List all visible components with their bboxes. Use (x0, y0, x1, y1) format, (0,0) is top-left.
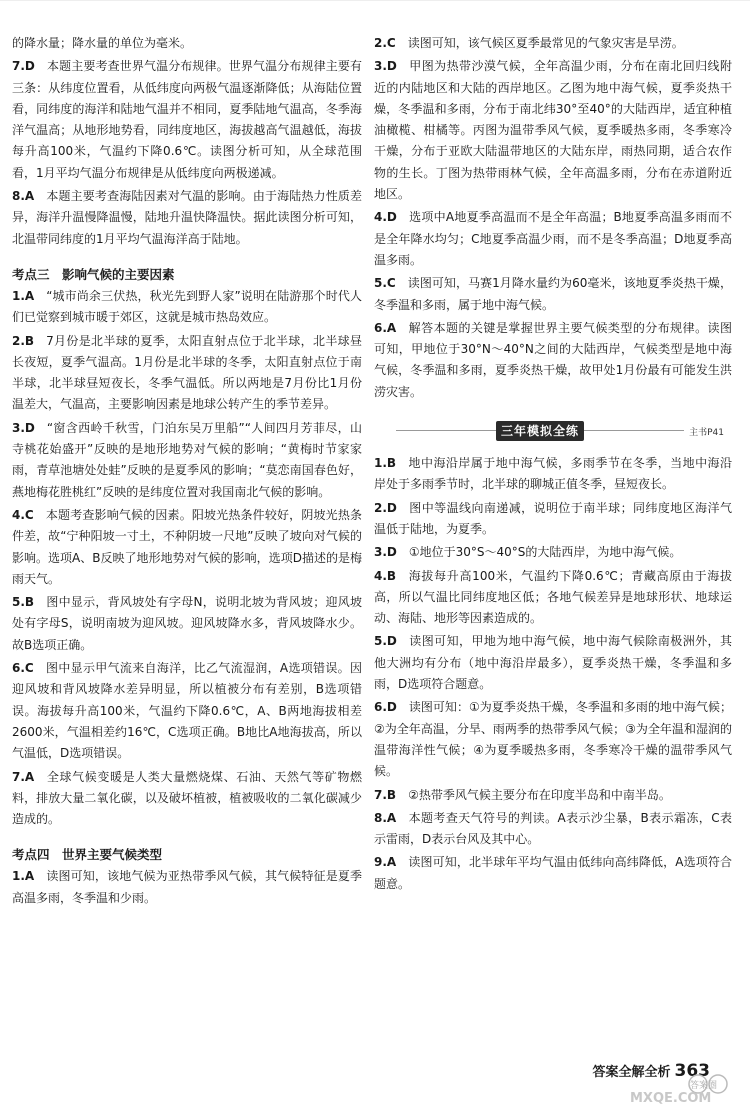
answer-number: 7.B (374, 787, 397, 802)
answer-number: 6.A (374, 320, 397, 335)
answer-entry (374, 785, 732, 806)
answer-entry (12, 658, 362, 764)
answer-text: 本题主要考查海陆因素对气温的影响。由于海陆热力性质差异，海洋升温慢降温慢，陆地升温快降温快。据此读图分析可知，北温带同纬度的1月平均气温海洋高于陆地。 (12, 189, 362, 246)
answer-text: 全球气候变暖是人类大量燃烧煤、石油、天然气等矿物燃料，排放大量二氧化碳，以及破坏植被，植被吸收的二氧化碳减少造成的。 (12, 769, 362, 827)
answer-text: 7月份是北半球的夏季，太阳直射点位于北半球，北半球昼长夜短，夏季气温高。1月份是北半球的冬季，太阳直射点位于南半球，北半球昼短夜长，冬季气温低。所以两地是7月份比1月份温差大，气温高，主要影响因素是地球公转产生的季节差异。 (12, 333, 362, 412)
answer-number: 1.A (12, 288, 35, 303)
answer-text: 本题考查影响气候的因素。阳坡光热条件较好，阴坡光热条件差，故“宁种阳坡一寸土，不种阴坡一尺地”反映了坡向对气候的影响。选项A、B反映了地形地势对气候的影响，选项D描述的是梅雨天气。 (12, 507, 362, 586)
answer-number: 2.C (374, 36, 396, 50)
answer-entry (12, 331, 362, 416)
section-heading: 考点四 世界主要气候类型 (12, 847, 163, 863)
answer-text: ②热带季风气候主要分布在印度半岛和中南半岛。 (408, 787, 671, 802)
answer-text: 本题考查天气符号的判读。A表示沙尘暴，B表示霜冻，C表示雷雨，D表示台风及其中心。 (374, 810, 732, 847)
watermark-logo (628, 1074, 740, 1104)
answer-entry (12, 286, 362, 329)
answer-entry (374, 566, 732, 630)
answer-text: 读图可知，该气候区夏季最常见的气象灾害是旱涝。 (407, 36, 684, 50)
answer-number: 8.A (12, 189, 35, 204)
answer-number: 7.D (12, 59, 35, 74)
section-banner: 三年模拟全练 (496, 421, 584, 441)
answer-number: 1.B (374, 456, 397, 471)
answer-text: 甲图为热带沙漠气候，全年高温少雨，分布在南北回归线附近的内陆地区和大陆的西岸地区。乙图为地中海气候，夏季炎热干燥，冬季温和多雨，分布于南北纬30°至40°的大陆西岸，适宜种植油橄榄、柑橘等。丙图为温带季风气候，夏季暖热多雨，冬季寒冷干燥，分布于亚欧大陆温带地区的大陆东岸，雨热同期，适合农作物的生长。丁图为热带雨林气候，全年高温多雨，分布在赤道附近地区。 (374, 59, 732, 202)
answer-number: 4.C (12, 507, 34, 522)
answer-number: 5.D (374, 634, 397, 649)
answer-entry (12, 505, 362, 590)
answer-entry (12, 767, 362, 831)
answer-number: 6.C (12, 661, 34, 676)
answer-number: 5.B (12, 595, 35, 610)
answer-text: 读图可知，北半球年平均气温由低纬向高纬降低，A选项符合题意。 (374, 855, 732, 891)
right-bottom-entries (374, 453, 732, 895)
right-top-entries (374, 33, 732, 403)
answer-text: 读图可知，马赛1月降水量约为60毫米，该地夏季炎热干燥，冬季温和多雨，属于地中海气候。 (374, 276, 732, 312)
answer-number: 5.C (374, 276, 396, 291)
watermark-domain: MXQE.COM (630, 1091, 712, 1104)
answer-text: 图中显示甲气流来自海洋，比乙气流湿润，A选项错误。因迎风坡和背风坡降水差异明显，所以植被分布有差别，B选项错误。海拔每升高100米，气温约下降0.6℃，A、B两地海拔相差2600米，气温相差约16℃，C选项正确。B地比A地海拔高，所以气温低，D选项错误。 (12, 661, 362, 761)
answer-number: 3.D (12, 420, 35, 435)
answer-text: ①地位于30°S～40°S的大陆西岸，为地中海气候。 (408, 545, 682, 560)
answer-entry (374, 631, 732, 695)
answer-text: 图中显示，背风坡处有字母N，说明北坡为背风坡；迎风坡处有字母S，说明南坡为迎风坡。迎风坡降水多，背风坡降水少。故B选项正确。 (12, 595, 362, 652)
answer-number: 4.B (374, 568, 397, 583)
answer-entry (374, 542, 732, 563)
answer-text: 读图可知，甲地为地中海气候，地中海气候除南极洲外，其他大洲均有分布（地中海沿岸最多），夏季炎热干燥，冬季温和多雨，D选项符合题意。 (374, 634, 732, 692)
answer-number: 8.A (374, 810, 397, 825)
page-number: 363 (674, 1061, 710, 1081)
answer-entry (374, 697, 732, 782)
answer-number: 2.B (12, 333, 35, 348)
answer-text: 选项中A地夏季高温而不是全年高温；B地夏季高温多雨而不是全年降水均匀；C地夏季高温少雨，而不是冬季高温；D地夏季高温多雨。 (374, 210, 732, 267)
answer-number: 7.A (12, 769, 35, 784)
answer-entry (12, 33, 362, 54)
answer-text: “窗含西岭千秋雪，门泊东吴万里船”“人间四月芳菲尽，山寺桃花始盛开”反映的是地形地势对气候的影响；“黄梅时节家家雨，青草池塘处处蛙”反映的是夏季风的影响；“莫恋南国春色好，燕地梅花胜桃红”反映的是纬度位置对我国南北气候的影响。 (12, 420, 362, 499)
top-rule (0, 0, 750, 1)
watermark-text: 答案圈 (690, 1081, 718, 1091)
answer-number: 3.D (374, 545, 397, 560)
answer-number: 6.D (374, 700, 397, 715)
answer-entry (374, 498, 732, 541)
answer-text: 的降水量；降水量的单位为毫米。 (12, 36, 193, 50)
answer-text: 地中海沿岸属于地中海气候，多雨季节在冬季，当地中海沿岸处于多雨季节时，北半球的聊城正值冬季，昼短夜长。 (374, 456, 732, 492)
answer-number: 4.D (374, 210, 397, 225)
answer-number: 2.D (374, 500, 397, 515)
answer-entry (374, 56, 732, 205)
textbook-reference: 主书P41 (689, 428, 724, 439)
answer-text: 读图可知：①为夏季炎热干燥，冬季温和多雨的地中海气候；②为全年高温，分旱、雨两季的热带季风气候；③为全年温和湿润的温带海洋性气候；④为夏季暖热多雨，冬季寒冷干燥的温带季风气候。 (374, 700, 732, 779)
answer-entry (12, 592, 362, 656)
answer-entry (374, 852, 732, 895)
answer-text: 解答本题的关键是掌握世界主要气候类型的分布规律。读图可知，甲地位于30°N～40°N之间的大陆西岸，气候类型是地中海气候，冬季温和多雨，夏季炎热干燥，故甲处1月份最有可能发生洪涝灾害。 (374, 320, 732, 399)
answer-entry (12, 866, 362, 909)
right-column (374, 33, 732, 897)
answer-text: “城市尚余三伏热，秋光先到野人家”说明在陆游那个时代人们已觉察到城市暖于郊区，这就是城市热岛效应。 (12, 288, 362, 325)
answer-entry (374, 453, 732, 496)
answer-entry (374, 808, 732, 851)
answer-text: 图中等温线向南递减，说明位于南半球；同纬度地区海洋气温低于陆地，为夏季。 (374, 500, 732, 536)
answer-text: 读图可知，该地气候为亚热带季风气候，其气候特征是夏季高温多雨，冬季温和少雨。 (12, 869, 362, 905)
answer-entry (12, 418, 362, 503)
answer-entry (374, 33, 732, 54)
answer-entry (12, 56, 362, 184)
answer-number: 9.A (374, 855, 397, 870)
footer-label: 答案全解全析 (592, 1065, 671, 1080)
left-column (12, 33, 362, 911)
answer-entry (374, 273, 732, 316)
section-heading: 考点三 影响气候的主要因素 (12, 266, 175, 282)
answer-text: 本题主要考查世界气温分布规律。世界气温分布规律主要有三条：从纬度位置看，从低纬度向两极气温逐渐降低；从海陆位置看，同纬度的海洋和陆地气温并不相同，夏季陆地气温高，冬季海洋气温高；从地形地势看，同纬度地区，海拔越高气温越低，海拔每升高100米，气温约下降0.6℃。读图分析可知，从全球范围看，1月平均气温分布规律是从低纬度向两极递减。 (12, 59, 362, 180)
answer-text: 海拔每升高100米，气温约下降0.6℃；青藏高原由于海拔高，所以气温比同纬度地区低；各地气候差异是地球形状、地球运动、海陆、地形等因素造成的。 (374, 568, 732, 626)
answer-number: 1.A (12, 869, 35, 884)
answer-entry (374, 207, 732, 271)
answer-number: 3.D (374, 59, 397, 74)
answer-entry (374, 318, 732, 403)
answer-entry (12, 186, 362, 250)
section-banner-row (374, 419, 732, 445)
